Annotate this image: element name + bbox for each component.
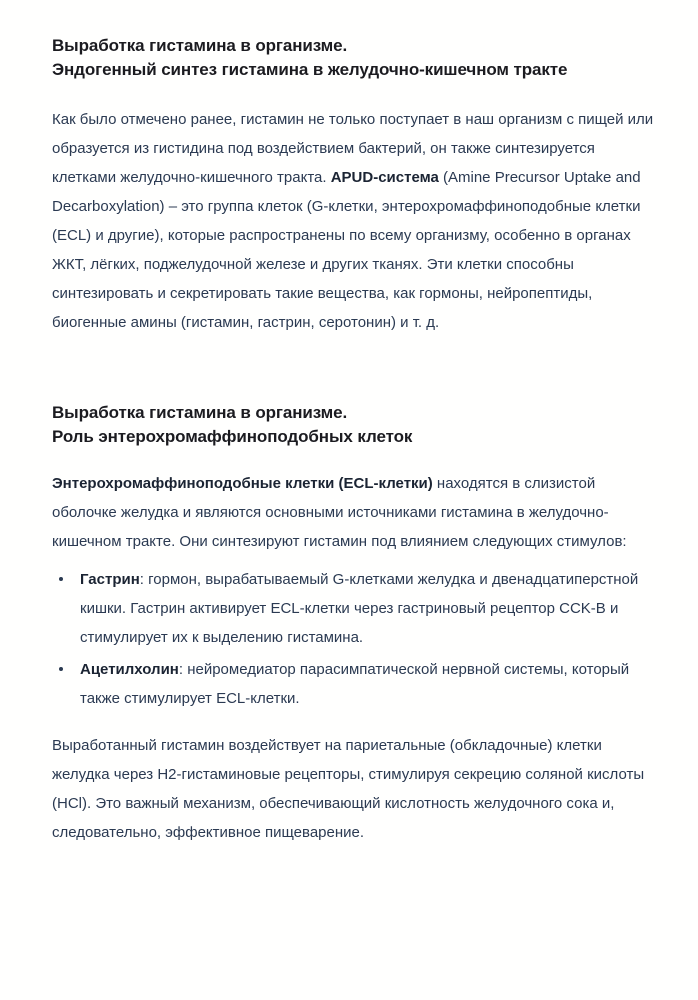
spacer-between-sections <box>52 337 660 401</box>
acetylcholine-term: Ацетилхолин <box>80 661 179 678</box>
stimuli-bullet-list <box>52 565 660 713</box>
bullet-dot-icon <box>59 577 63 581</box>
section-1-paragraph-part-2: (Amine Precursor Uptake and Decarboxylation) – это группа клеток (G-клетки, энтерохромаффиноподобные клетки (ECL) и другие), которые распространены по всему организму, особенно в органах ЖКТ, лёгких, поджелудочной железе и других тканях. Эти клетки способны синтезировать и секретировать такие вещества, как гормоны, нейропептиды, биогенные амины (гистамин, гастрин, серотонин) и т. д. <box>52 169 641 331</box>
section-2-heading-line-2: Роль энтерохромаффиноподобных клеток <box>52 427 413 446</box>
spacer-after-section-2-heading <box>52 449 660 469</box>
bullet-dot-icon <box>59 667 63 671</box>
section-2-intro-paragraph-rest: находятся в слизистой оболочке желудка и являются основными источниками гистамина в желудочно-кишечном тракте. Они синтезируют гистамин под влиянием следующих стимулов: <box>52 475 627 550</box>
gastrin-term: Гастрин <box>80 571 140 588</box>
spacer-before-bullet-list <box>52 556 660 565</box>
ecl-cells-term: Энтерохромаффиноподобные клетки (ECL-клетки) <box>52 475 433 492</box>
acetylcholine-description: : нейромедиатор парасимпатической нервной системы, который также стимулирует ECL-клетки. <box>80 661 630 707</box>
list-item <box>58 565 660 652</box>
section-1-heading-line-1: Выработка гистамина в организме. <box>52 36 348 55</box>
section-1-heading-line-2: Эндогенный синтез гистамина в желудочно-кишечном тракте <box>52 60 568 79</box>
section-2-heading <box>52 401 660 449</box>
section-1-paragraph-part-1: Как было отмечено ранее, гистамин не только поступает в наш организм с пищей или образуется из гистидина под воздействием бактерий, он также синтезируется клетками желудочно-кишечного тракта. <box>52 111 654 186</box>
bullet-item-1-text <box>80 571 638 646</box>
spacer-after-section-1-heading <box>52 82 660 105</box>
apud-system-term: APUD-система <box>330 169 439 186</box>
gastrin-description: : гормон, вырабатываемый G-клетками желудка и двенадцатиперстной кишки. Гастрин активирует ECL-клетки через гастриновый рецептор CCK-B и стимулирует их к выделению гистамина. <box>80 571 639 646</box>
section-1-heading-block <box>52 0 660 82</box>
section-1-paragraph <box>52 105 660 337</box>
section-2-intro-paragraph <box>52 469 660 556</box>
spacer-after-bullet-list <box>52 713 660 731</box>
bullet-item-2-text <box>80 661 629 707</box>
document-content <box>52 0 660 847</box>
section-2-heading-block <box>52 401 660 449</box>
section-2-closing-paragraph: Выработанный гистамин воздействует на париетальные (обкладочные) клетки желудка через H2-гистаминовые рецепторы, стимулируя секрецию соляной кислоты (HCl). Это важный механизм, обеспечивающий кислотность желудочного сока и, следовательно, эффективное пищеварение. <box>52 737 645 841</box>
section-2-heading-line-1: Выработка гистамина в организме. <box>52 403 348 422</box>
section-1-heading <box>52 34 660 82</box>
list-item <box>58 655 660 713</box>
